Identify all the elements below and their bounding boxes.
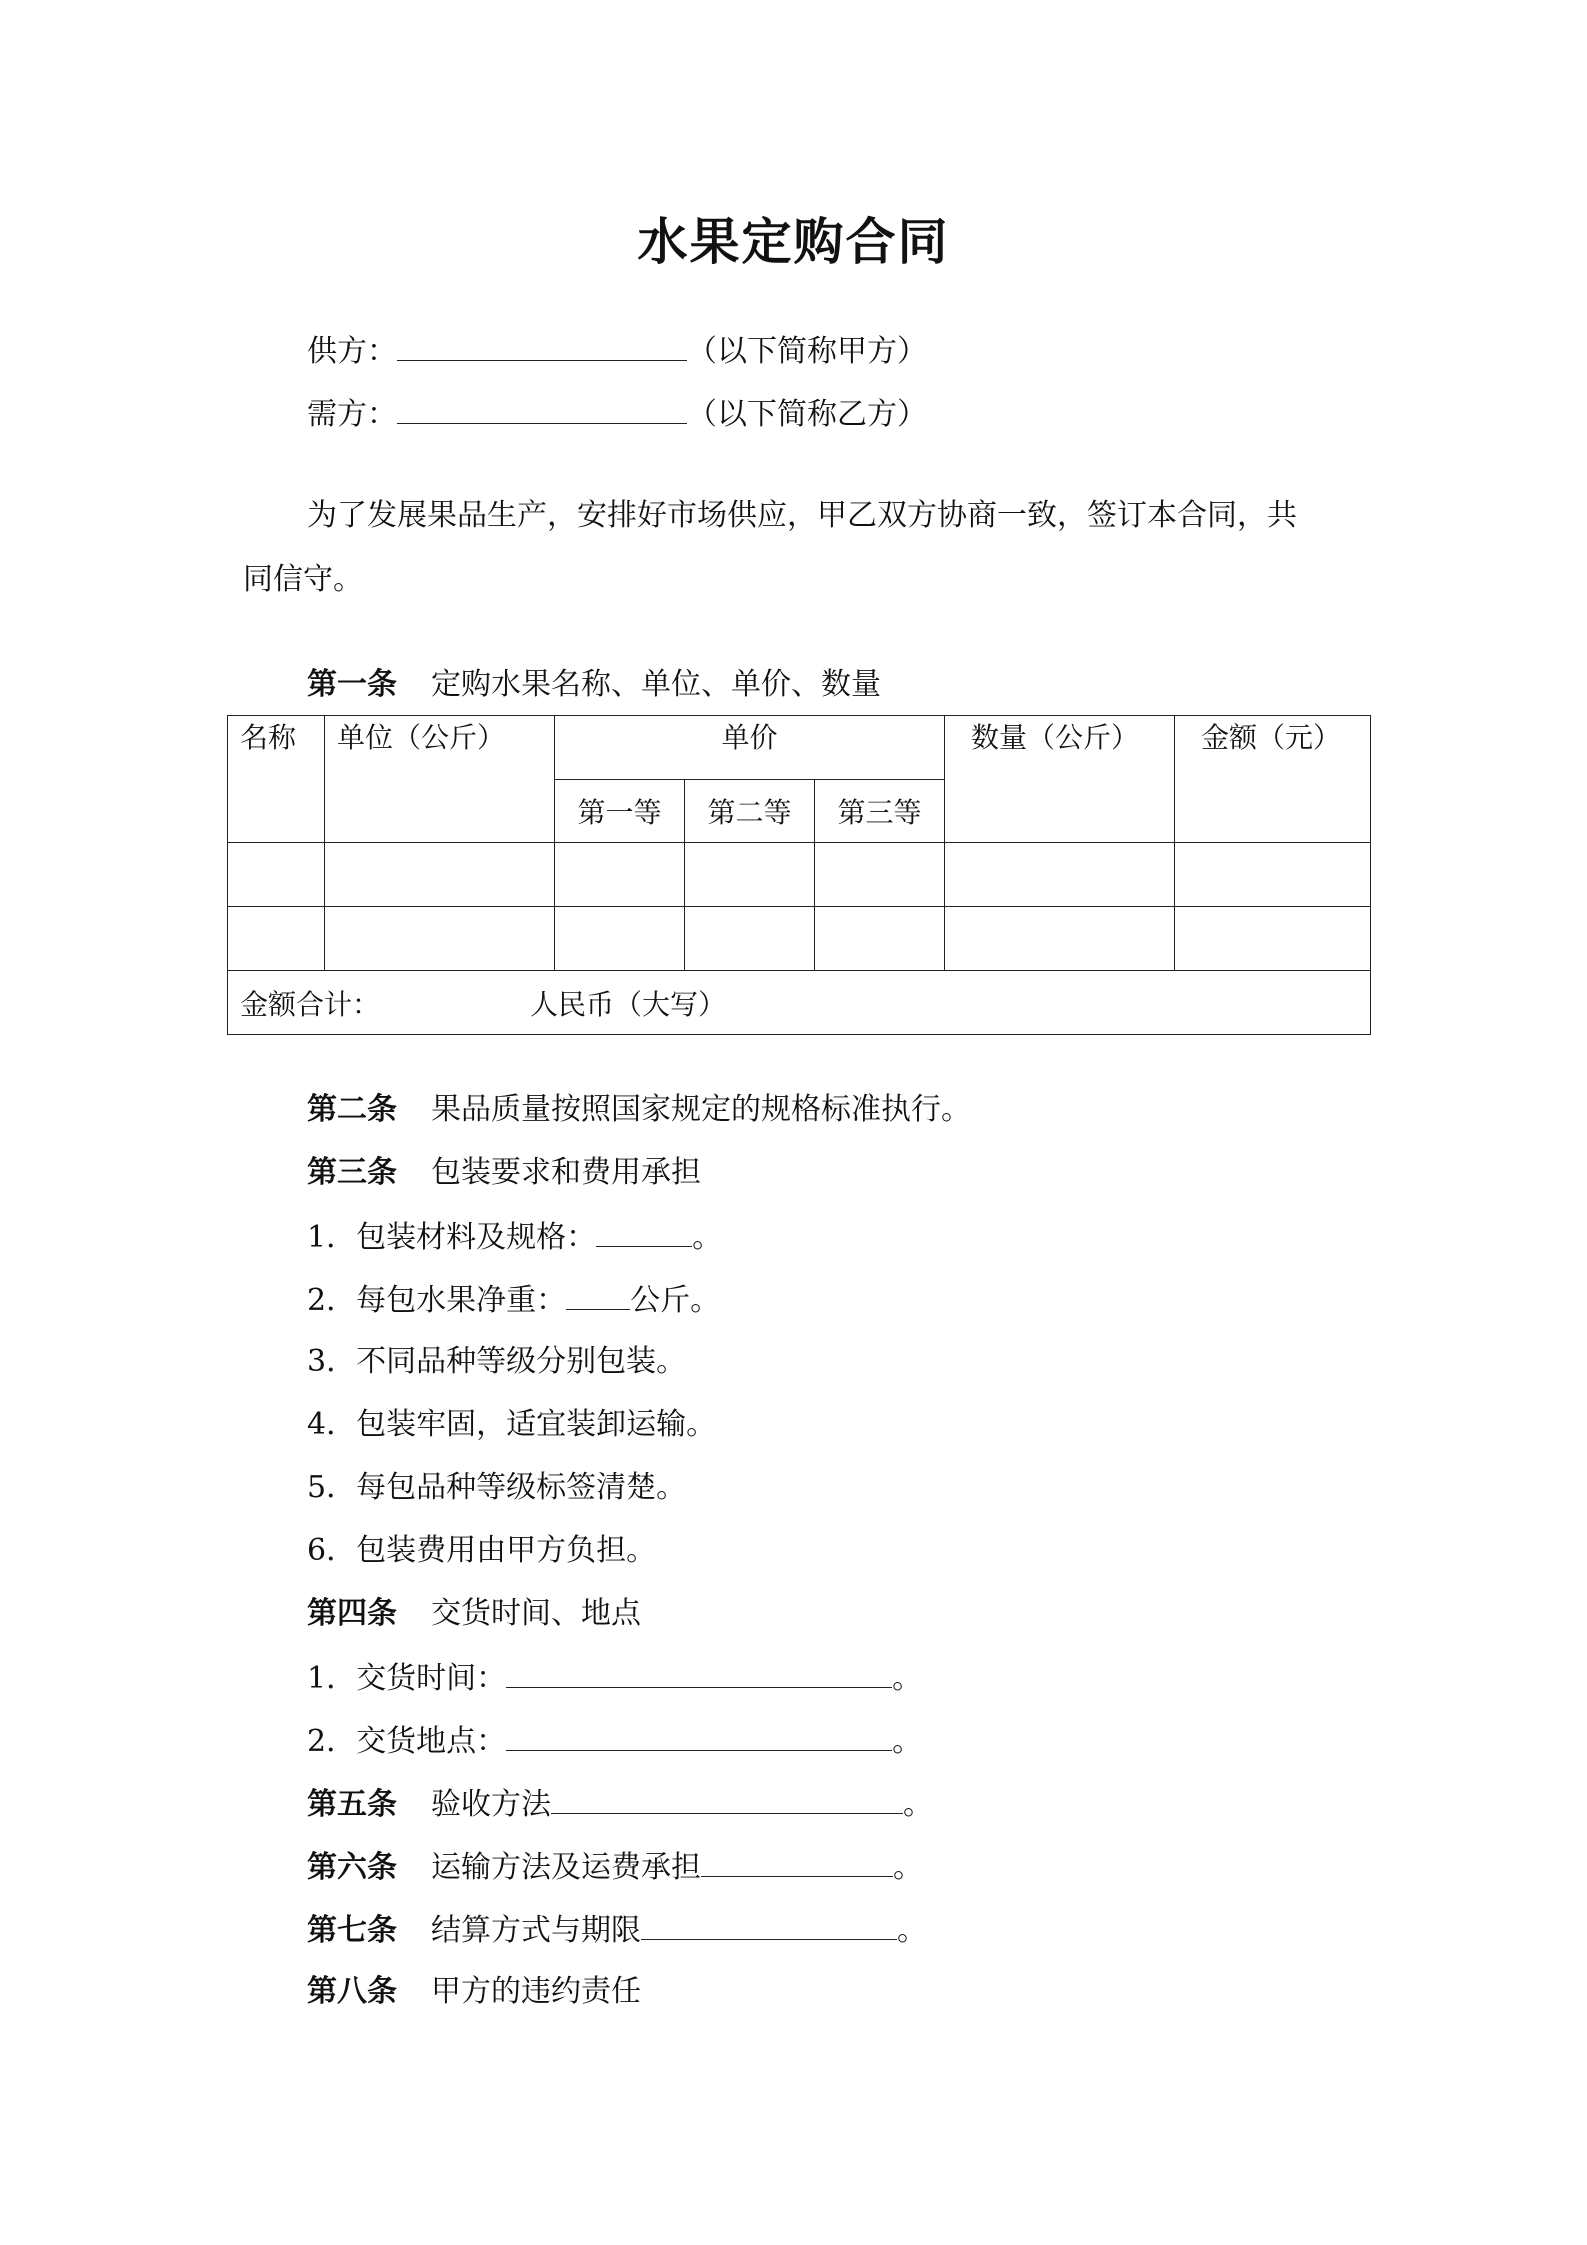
table-cell[interactable]: [228, 907, 325, 971]
total-row: [228, 971, 1371, 1035]
delivery-place-blank[interactable]: [506, 1720, 892, 1751]
acceptance-method-blank[interactable]: [551, 1783, 903, 1814]
total-label: 金额合计：: [240, 987, 381, 1021]
header-grade-2: 第二等: [685, 780, 815, 843]
item-number: 3．: [307, 1344, 357, 1379]
article-7: [307, 1909, 927, 1951]
header-name: 名称: [228, 716, 325, 843]
article-3-item-3: [307, 1342, 686, 1382]
article-1: [307, 665, 881, 705]
intro-line-1: 为了发展果品生产，安排好市场供应，甲乙双方协商一致，签订本合同，共: [307, 498, 1297, 533]
buyer-line: [307, 393, 927, 435]
article-2-number: 第二条: [307, 1092, 397, 1127]
article-5-number: 第五条: [307, 1787, 397, 1822]
article-7-text: 结算方式与期限: [431, 1913, 641, 1948]
packaging-spec-blank[interactable]: [596, 1216, 692, 1247]
item-text: 每包水果净重：: [356, 1283, 567, 1318]
article-8-text: 甲方的违约责任: [431, 1974, 641, 2009]
article-7-number: 第七条: [307, 1913, 397, 1948]
article-8: [307, 1972, 641, 2012]
table-cell[interactable]: [1175, 907, 1371, 971]
item-number: 1．: [307, 1661, 357, 1696]
header-grade-3: 第三等: [815, 780, 945, 843]
article-5-suffix: 。: [903, 1787, 933, 1822]
article-6-text: 运输方法及运费承担: [431, 1850, 701, 1885]
net-weight-blank[interactable]: [566, 1279, 630, 1310]
article-4: [307, 1594, 641, 1634]
table-cell[interactable]: [325, 907, 555, 971]
item-suffix: 公斤。: [630, 1283, 721, 1318]
item-text: 包装材料及规格：: [356, 1220, 597, 1255]
table-cell[interactable]: [815, 907, 945, 971]
article-8-number: 第八条: [307, 1974, 397, 2009]
buyer-note: （以下简称乙方）: [687, 397, 927, 432]
article-1-text: 定购水果名称、单位、单价、数量: [431, 667, 881, 702]
transport-blank[interactable]: [701, 1846, 893, 1877]
fruit-order-table: [227, 715, 1371, 1035]
table-cell[interactable]: [325, 843, 555, 907]
article-3-item-1: [307, 1216, 722, 1258]
item-text: 每包品种等级标签清楚。: [356, 1470, 687, 1505]
article-4-item-2: [307, 1720, 922, 1762]
article-3-item-4: [307, 1405, 716, 1445]
rmb-label: 人民币（大写）: [530, 987, 727, 1021]
article-6-suffix: 。: [893, 1850, 923, 1885]
supplier-label: 供方：: [307, 334, 397, 369]
item-text: 包装牢固，适宜装卸运输。: [356, 1407, 717, 1442]
buyer-label: 需方：: [307, 397, 397, 432]
table-cell[interactable]: [555, 907, 685, 971]
article-3-number: 第三条: [307, 1155, 397, 1190]
supplier-line: [307, 330, 927, 372]
table-row: [228, 843, 1371, 907]
table-cell[interactable]: [685, 907, 815, 971]
article-4-text: 交货时间、地点: [431, 1596, 641, 1631]
article-3: [307, 1153, 701, 1193]
item-text: 包装费用由甲方负担。: [356, 1533, 657, 1568]
item-number: 1．: [307, 1220, 357, 1255]
item-number: 5．: [307, 1470, 357, 1505]
document-title: 水果定购合同: [637, 213, 950, 271]
article-4-number: 第四条: [307, 1596, 397, 1631]
total-cell[interactable]: [228, 971, 1371, 1035]
intro-line-2: 同信守。: [243, 562, 363, 597]
article-7-suffix: 。: [897, 1913, 927, 1948]
item-suffix: 。: [892, 1724, 923, 1759]
item-number: 2．: [307, 1724, 357, 1759]
table-cell[interactable]: [228, 843, 325, 907]
item-suffix: 。: [692, 1220, 723, 1255]
article-3-item-2: [307, 1279, 720, 1321]
article-3-item-6: [307, 1531, 656, 1571]
table-cell[interactable]: [945, 907, 1175, 971]
article-3-text: 包装要求和费用承担: [431, 1155, 701, 1190]
article-2: [307, 1090, 971, 1130]
table-cell[interactable]: [685, 843, 815, 907]
delivery-time-blank[interactable]: [506, 1657, 892, 1688]
table-cell[interactable]: [1175, 843, 1371, 907]
item-suffix: 。: [892, 1661, 923, 1696]
header-grade-1: 第一等: [555, 780, 685, 843]
item-number: 6．: [307, 1533, 357, 1568]
article-1-number: 第一条: [307, 667, 397, 702]
table-cell[interactable]: [555, 843, 685, 907]
settlement-blank[interactable]: [641, 1909, 897, 1940]
header-unit-price: 单价: [555, 716, 945, 780]
item-text: 不同品种等级分别包装。: [356, 1344, 687, 1379]
supplier-note: （以下简称甲方）: [687, 334, 927, 369]
buyer-blank[interactable]: [397, 393, 687, 424]
article-5: [307, 1783, 933, 1825]
header-quantity: 数量（公斤）: [945, 716, 1175, 843]
article-6-number: 第六条: [307, 1850, 397, 1885]
article-6: [307, 1846, 923, 1888]
item-number: 4．: [307, 1407, 357, 1442]
item-number: 2．: [307, 1283, 357, 1318]
item-text: 交货时间：: [356, 1661, 507, 1696]
supplier-blank[interactable]: [397, 330, 687, 361]
table-row: [228, 907, 1371, 971]
article-4-item-1: [307, 1657, 922, 1699]
article-2-text: 果品质量按照国家规定的规格标准执行。: [431, 1092, 971, 1127]
table-cell[interactable]: [945, 843, 1175, 907]
article-5-text: 验收方法: [431, 1787, 551, 1822]
table-cell[interactable]: [815, 843, 945, 907]
item-text: 交货地点：: [356, 1724, 507, 1759]
header-unit: 单位（公斤）: [325, 716, 555, 843]
header-amount: 金额（元）: [1175, 716, 1371, 843]
article-3-item-5: [307, 1468, 686, 1508]
